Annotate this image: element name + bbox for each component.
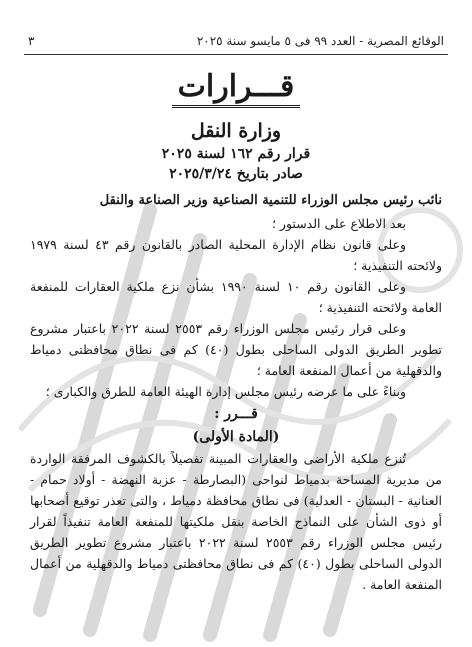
running-title: الوقائع المصرية - العدد ٩٩ فى ٥ مايسو سنة ٢٠٢٥ xyxy=(196,34,444,48)
issuing-authority: نائب رئيس مجلس الوزراء للتنمية الصناعية وزير الصناعة والنقل xyxy=(99,193,442,208)
section-title xyxy=(0,70,472,108)
running-head xyxy=(28,34,444,48)
decree-date: صادر بتاريخ ٢٠٢٥/٣/٢٤ xyxy=(169,166,303,182)
decree-number: قرار رقم ١٦٢ لسنة ٢٠٢٥ xyxy=(161,146,311,162)
section-title-text: قـــرارات xyxy=(172,70,301,108)
decided-heading: قـــرر : xyxy=(214,406,258,422)
article-text: تُنزع ملكية الأراضى والعقارات المبينة تفصيلاً بالكشوف المرفقة الواردة من مديرية المساحة بدمياط لنواحى (البصارطة - عزبة النهضة - أولاد حمام - العنانية - البستان - العدلية) فى نطاق محافظة دمياط ، والتى تعذر توقيع أصحابها أو ذوى الشأن على النماذج الخاصة بنقل ملكيتها للمنفعة العامة تنفيذاً لقرار رئيس مجلس الوزراء رقم ٢٥٥٣ لسنة ٢٠٢٢ باعتبار مشروع تطوير الطريق الدولى الساحلى بطول (٤٠) كم فى نطاق محافظتى دمياط والدقهلية من أعمال المنفعة العامة . xyxy=(30,451,443,592)
preamble-item: وبناءً على ما عرضه رئيس مجلس إدارة الهيئة العامة للطرق والكبارى ؛ xyxy=(45,384,406,399)
ministry-name: وزارة النقل xyxy=(190,120,282,142)
preamble-item: بعد الاطلاع على الدستور ؛ xyxy=(271,216,406,231)
decree-headings xyxy=(0,118,472,184)
article-title: (المادة الأولى) xyxy=(192,429,280,445)
decree-body xyxy=(30,190,442,595)
header-rule xyxy=(24,54,448,55)
preamble-item: وعلى القانون رقم ١٠ لسنة ١٩٩٠ بشأن نزع ملكية العقارات للمنفعة العامة ولائحته التنفيذية ؛ xyxy=(30,279,442,315)
preamble-item: وعلى قرار رئيس مجلس الوزراء رقم ٢٥٥٣ لسنة ٢٠٢٢ باعتبار مشروع تطوير الطريق الدولى الساحلى بطول (٤٠) كم فى نطاق محافظتى دمياط والدقهلية من أعمال المنفعة العامة ؛ xyxy=(30,321,442,378)
preamble-item: وعلى قانون نظام الإدارة المحلية الصادر بالقانون رقم ٤٣ لسنة ١٩٧٩ ولائحته التنفيذية ؛ xyxy=(30,237,442,273)
page-number: ٣ xyxy=(28,34,35,48)
